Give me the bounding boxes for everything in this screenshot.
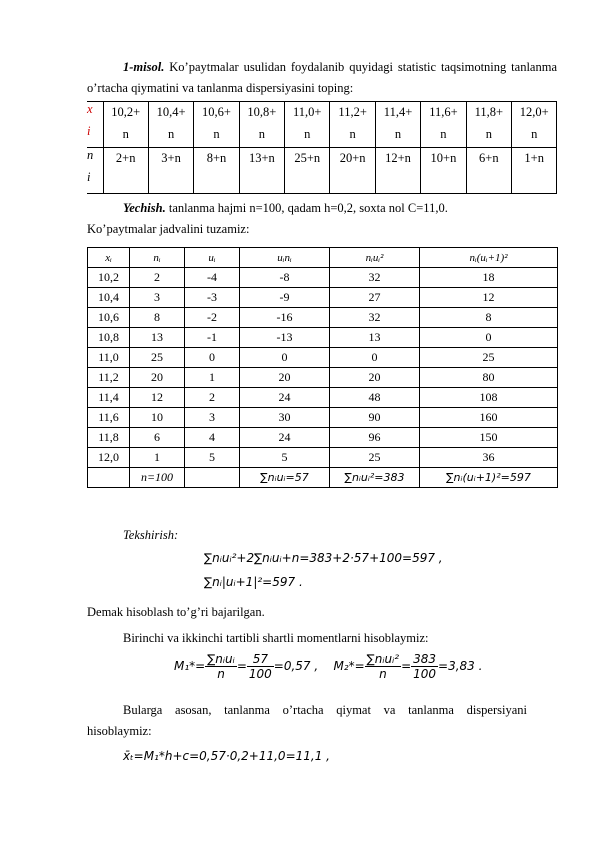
table-cell: -2: [185, 308, 240, 328]
n-empty-cell: [330, 170, 375, 194]
table-cell: 0: [240, 348, 330, 368]
m1-result: =0,57 ,: [273, 659, 319, 673]
table-cell: 32: [330, 308, 420, 328]
table-row: [88, 448, 558, 468]
table-cell: 5: [240, 448, 330, 468]
table-row: [88, 388, 558, 408]
table-cell: 12,0: [88, 448, 130, 468]
x-value-cell: 11,6+: [421, 102, 466, 124]
table-cell: 30: [240, 408, 330, 428]
table-cell: 11,0: [88, 348, 130, 368]
n-value-cell: 3+n: [148, 148, 193, 170]
table-cell: 24: [240, 428, 330, 448]
table-header-cell: nᵢ(uᵢ+1)²: [420, 248, 558, 268]
n-value-cell: 13+n: [239, 148, 284, 170]
n-empty-cell: [239, 170, 284, 194]
n-empty-cell: [421, 170, 466, 194]
table-cell: 11,8: [88, 428, 130, 448]
m2-fraction-values: [411, 652, 438, 681]
n-label: n: [87, 148, 103, 170]
table-cell: 11,4: [88, 388, 130, 408]
moments-formula: [174, 652, 482, 681]
table-cell: 10,6: [88, 308, 130, 328]
table-header-cell: uᵢ: [185, 248, 240, 268]
n-empty-cell: [285, 170, 330, 194]
table-cell: 10,2: [88, 268, 130, 288]
table-cell: 25: [330, 448, 420, 468]
m1-numerator-value: 57: [247, 652, 274, 667]
table-cell: 27: [330, 288, 420, 308]
n-value-cell: 2+n: [103, 148, 148, 170]
table-footer-cell: n=100: [130, 468, 185, 488]
table-cell: 108: [420, 388, 558, 408]
x-n-cell: n: [421, 124, 466, 148]
n-value-cell: 1+n: [512, 148, 557, 170]
table-footer-cell: [88, 468, 130, 488]
x-label-index: i: [87, 124, 103, 148]
m1-fraction: [205, 652, 237, 681]
table-header-cell: nᵢ: [130, 248, 185, 268]
table-row: [88, 428, 558, 448]
table-cell: 13: [330, 328, 420, 348]
table-row: [88, 368, 558, 388]
m2-equals: =: [401, 659, 412, 673]
table-footer-cell: ∑nᵢ(uᵢ+1)²=597: [420, 468, 558, 488]
intro-paragraph: [87, 57, 557, 99]
x-value-cell: 10,2+: [103, 102, 148, 124]
m1-equals: =: [236, 659, 247, 673]
x-n-cell: n: [148, 124, 193, 148]
distribution-table: [87, 101, 557, 194]
table-cell: 10,8: [88, 328, 130, 348]
check-formula-1: ∑nᵢuᵢ²+2∑nᵢuᵢ+n=383+2·57+100=597 ,: [204, 551, 443, 565]
table-cell: -8: [240, 268, 330, 288]
table-row: [88, 408, 558, 428]
table-cell: 1: [185, 368, 240, 388]
table-cell: 5: [185, 448, 240, 468]
table-cell: 20: [330, 368, 420, 388]
m1-label: M₁*=: [174, 659, 206, 673]
m1-denominator: n: [217, 667, 225, 681]
table-cell: 25: [130, 348, 185, 368]
n-value-cell: 25+n: [285, 148, 330, 170]
x-n-cell: n: [194, 124, 239, 148]
table-cell: 150: [420, 428, 558, 448]
table-cell: 8: [130, 308, 185, 328]
m1-fraction-values: [247, 652, 274, 681]
x-n-cell: n: [330, 124, 375, 148]
m2-numerator-value: 383: [413, 652, 437, 666]
table-cell: 1: [130, 448, 185, 468]
x-n-cell: n: [239, 124, 284, 148]
n-row-top: [87, 148, 557, 170]
n-empty-cell: [148, 170, 193, 194]
products-table: [87, 247, 558, 488]
m1-denominator-value: 100: [248, 667, 272, 681]
table-cell: 32: [330, 268, 420, 288]
table-cell: 160: [420, 408, 558, 428]
table-footer-cell: [185, 468, 240, 488]
table-cell: 24: [240, 388, 330, 408]
table-row: [88, 308, 558, 328]
table-header-cell: xᵢ: [88, 248, 130, 268]
solution-paragraph: [87, 198, 557, 219]
table-cell: 80: [420, 368, 558, 388]
table-cell: 12: [130, 388, 185, 408]
n-empty-cell: [375, 170, 420, 194]
table-cell: 0: [330, 348, 420, 368]
table-cell: 2: [185, 388, 240, 408]
m2-denominator: n: [379, 667, 387, 681]
table-cell: 13: [130, 328, 185, 348]
x-value-cell: 11,2+: [330, 102, 375, 124]
table-cell: 18: [420, 268, 558, 288]
x-row-bottom: [87, 124, 557, 148]
x-value-cell: 10,8+: [239, 102, 284, 124]
table-cell: 96: [330, 428, 420, 448]
table-cell: 12: [420, 288, 558, 308]
table-cell: 0: [185, 348, 240, 368]
table-cell: 48: [330, 388, 420, 408]
table-cell: 2: [130, 268, 185, 288]
table-header-cell: nᵢuᵢ²: [330, 248, 420, 268]
table-cell: 6: [130, 428, 185, 448]
intro-text: Ko’paytmalar usulidan foydalanib quyidagi statistic taqsimotning tanlanma o’rtacha qiymatini va tanlanma dispersiyasini toping:: [87, 60, 557, 95]
x-value-cell: 11,0+: [285, 102, 330, 124]
check-heading: Tekshirish:: [123, 528, 179, 542]
n-value-cell: 20+n: [330, 148, 375, 170]
x-n-cell: n: [466, 124, 511, 148]
table-footer-cell: ∑nᵢuᵢ²=383: [330, 468, 420, 488]
x-value-cell: 10,6+: [194, 102, 239, 124]
table-body: [88, 268, 558, 488]
n-empty-cell: [103, 170, 148, 194]
m2-result: =3,83 .: [438, 659, 483, 673]
n-row-bottom: [87, 170, 557, 194]
table-cell: -9: [240, 288, 330, 308]
x-n-cell: n: [103, 124, 148, 148]
moments-intro: Birinchi va ikkinchi tartibli shartli momentlarni hisoblaymiz:: [123, 631, 429, 645]
mean-formula: x̄ₜ=M₁*h+c=0,57·0,2+11,0=11,1 ,: [123, 749, 330, 763]
table-row: [88, 348, 558, 368]
n-value-cell: 12+n: [375, 148, 420, 170]
table-cell: 8: [420, 308, 558, 328]
n-empty-cell: [194, 170, 239, 194]
x-value-cell: 11,8+: [466, 102, 511, 124]
table-cell: -1: [185, 328, 240, 348]
table-cell: -16: [240, 308, 330, 328]
n-value-cell: 8+n: [194, 148, 239, 170]
x-value-cell: 12,0+: [512, 102, 557, 124]
n-empty-cell: [512, 170, 557, 194]
table-header-cell: uᵢnᵢ: [240, 248, 330, 268]
table-cell: 36: [420, 448, 558, 468]
m2-label: M₂*=: [333, 659, 365, 673]
m2-denominator-value: 100: [413, 667, 437, 681]
table-cell: 20: [240, 368, 330, 388]
table-cell: 20: [130, 368, 185, 388]
table-cell: -3: [185, 288, 240, 308]
table-cell: 11,6: [88, 408, 130, 428]
solution-line2: Ko’paytmalar jadvalini tuzamiz:: [87, 222, 250, 236]
check-formula-2: ∑nᵢ|uᵢ+1|²=597 .: [204, 575, 303, 589]
x-value-cell: 10,4+: [148, 102, 193, 124]
table-cell: 90: [330, 408, 420, 428]
table-row: [88, 328, 558, 348]
table-cell: 10: [130, 408, 185, 428]
n-empty-cell: [466, 170, 511, 194]
table-cell: -13: [240, 328, 330, 348]
m2-numerator: ∑nᵢuᵢ²: [366, 652, 400, 666]
table-row: [88, 268, 558, 288]
n-value-cell: 6+n: [466, 148, 511, 170]
conclusion-paragraph: Bularga asosan, tanlanma o’rtacha qiymat va tanlanma dispersiyani hisoblaymiz:: [87, 703, 527, 738]
x-label: x: [87, 102, 103, 124]
table-cell: 3: [185, 408, 240, 428]
table-cell: 25: [420, 348, 558, 368]
solution-text: tanlanma hajmi n=100, qadam h=0,2, soxta nol C=11,0.: [168, 201, 448, 215]
table-cell: -4: [185, 268, 240, 288]
table-header-row: [88, 248, 558, 268]
table-footer-row: [88, 468, 558, 488]
table-cell: 0: [420, 328, 558, 348]
table-cell: 4: [185, 428, 240, 448]
n-value-cell: 10+n: [421, 148, 466, 170]
n-label-index: i: [87, 170, 103, 194]
m1-numerator: ∑nᵢuᵢ: [207, 652, 235, 666]
example-title: 1-misol.: [123, 60, 165, 74]
check-conclusion: Demak hisoblash to’g’ri bajarilgan.: [87, 605, 265, 619]
table-cell: 10,4: [88, 288, 130, 308]
table-row: [88, 288, 558, 308]
table-cell: 3: [130, 288, 185, 308]
x-n-cell: n: [375, 124, 420, 148]
table-cell: 11,2: [88, 368, 130, 388]
x-n-cell: n: [512, 124, 557, 148]
m2-fraction: [365, 652, 401, 681]
x-value-cell: 11,4+: [375, 102, 420, 124]
x-row-top: [87, 102, 557, 124]
table-footer-cell: ∑nᵢuᵢ=57: [240, 468, 330, 488]
x-n-cell: n: [285, 124, 330, 148]
solution-heading: Yechish.: [123, 201, 166, 215]
